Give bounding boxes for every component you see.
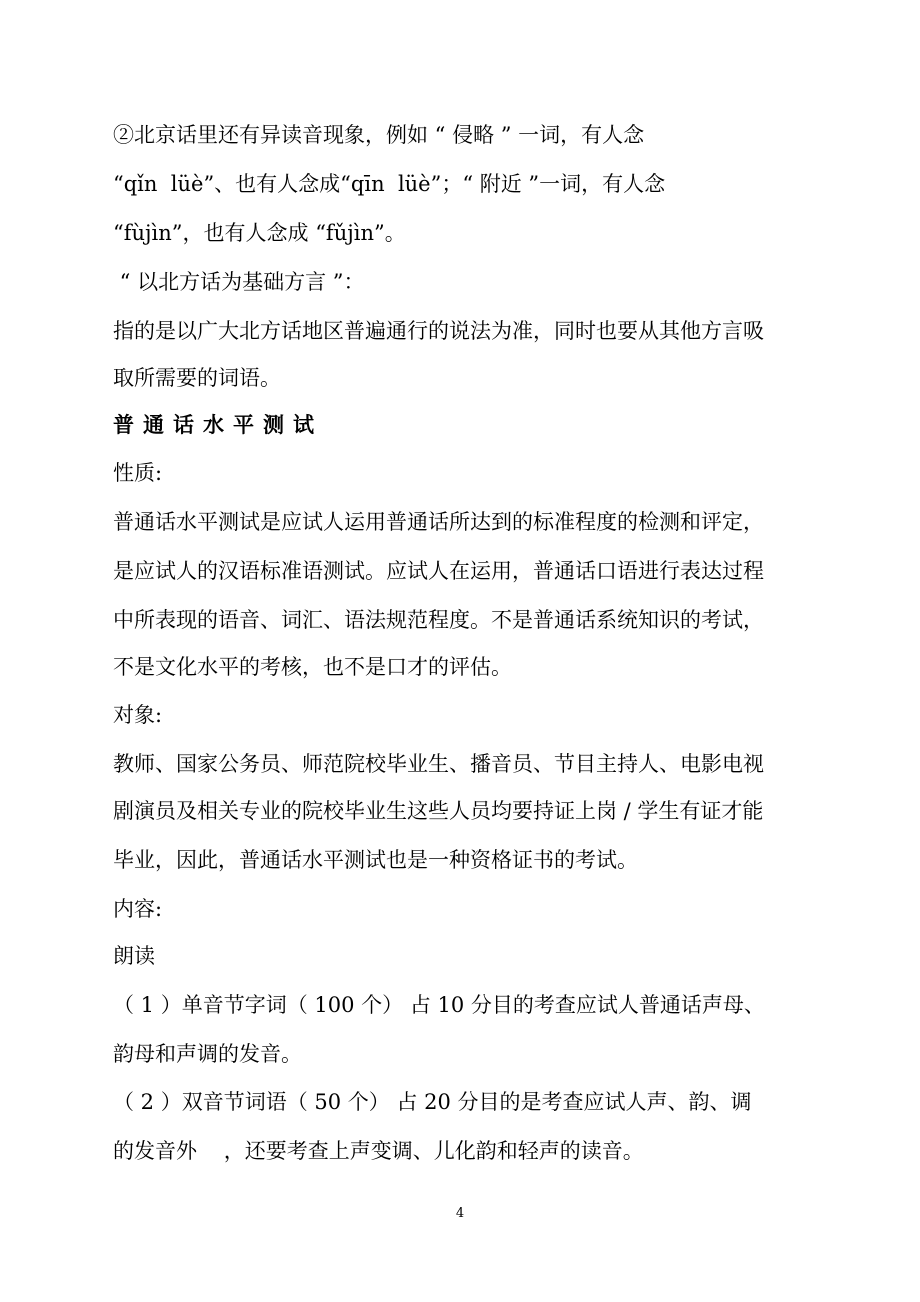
text-line-item-1: （ 1 ）单音节字词（ 100 个） 占 10 分目的考查应试人普通话声母、	[113, 993, 765, 1017]
text-line-nature-body-1: 普通话水平测试是应试人运用普通话所达到的标准程度的检测和评定，	[113, 510, 764, 534]
text-line-reading-label: 朗读	[113, 944, 155, 968]
text-line-dialect-basis-body-1: 指的是以广大北方话地区普遍通行的说法为准，同时也要从其他方言吸	[113, 319, 764, 343]
text-line-target-body-2: 剧演员及相关专业的院校毕业生这些人员均要持证上岗 / 学生有证才能	[113, 799, 764, 823]
text-line-nature-label: 性质:	[113, 461, 163, 485]
text-line-qinlue-example: “qǐn lüè”、也有人念成“qīn lüè”；“ 附近 ”一词，有人念	[113, 172, 666, 196]
text-line-item-2-continued: 的发音外 ，还要考查上声变调、儿化韵和轻声的读音。	[113, 1139, 644, 1163]
text-line-nature-body-3: 中所表现的语音、词汇、语法规范程度。不是普通话系统知识的考试，	[113, 608, 764, 632]
text-line-target-body-3: 毕业，因此，普通话水平测试也是一种资格证书的考试。	[113, 848, 638, 872]
text-line-item-1-continued: 韵母和声调的发音。	[113, 1042, 302, 1066]
text-line-fujin-example: “fùjìn”，也有人念成 “fǔjìn”。	[113, 221, 406, 245]
text-line-nature-body-2: 是应试人的汉语标准语测试。应试人在运用，普通话口语进行表达过程	[113, 559, 764, 583]
page-number: 4	[455, 1206, 465, 1221]
text-line-target-label: 对象:	[113, 703, 163, 727]
text-line-variant-readings: ②北京话里还有异读音现象，例如 “ 侵略 ” 一词，有人念	[113, 123, 645, 147]
section-heading-putonghua-test: 普通话水平测试	[113, 413, 323, 437]
text-line-dialect-basis-body-2: 取所需要的词语。	[113, 366, 281, 390]
text-line-dialect-basis-title: “ 以北方话为基础方言 ”：	[113, 270, 365, 294]
text-line-item-2: （ 2 ）双音节词语（ 50 个） 占 20 分目的是考查应试人声、韵、调	[113, 1090, 752, 1114]
text-line-content-label: 内容:	[113, 897, 163, 921]
text-line-nature-body-4: 不是文化水平的考核，也不是口才的评估。	[113, 655, 512, 679]
text-line-target-body-1: 教师、国家公务员、师范院校毕业生、播音员、节目主持人、电影电视	[113, 752, 764, 776]
